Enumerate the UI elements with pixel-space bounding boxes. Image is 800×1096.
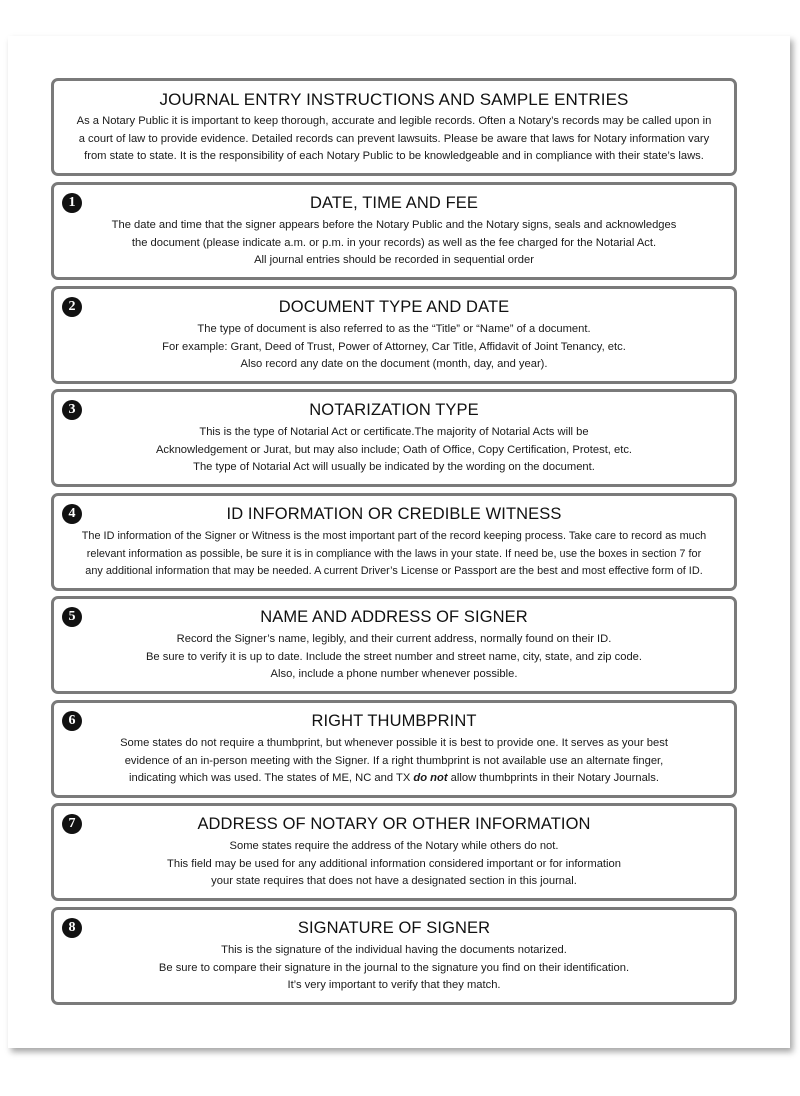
section-line: This is the type of Notarial Act or certificate.The majority of Notarial Acts will be	[199, 426, 589, 438]
section-text	[54, 942, 734, 995]
intro-box	[51, 78, 737, 176]
section-number-badge: 3	[62, 400, 82, 420]
section-title: NOTARIZATION TYPE	[309, 401, 479, 419]
emphasis-do-not: do not	[413, 772, 448, 784]
section-line: The type of document is also referred to as the “Title” or “Name” of a document.	[197, 323, 591, 335]
section-title: NAME AND ADDRESS OF SIGNER	[260, 608, 528, 626]
section-7-box	[51, 803, 737, 901]
section-line: Also, include a phone number whenever possible.	[270, 668, 518, 680]
section-number-badge: 4	[62, 504, 82, 524]
section-line: Some states require the address of the Notary while others do not.	[229, 840, 559, 852]
intro-line: a court of law to provide evidence. Detailed records can prevent lawsuits. Please be aware that laws for Notary information vary	[78, 132, 710, 145]
section-1-box	[51, 182, 737, 280]
section-2-box	[51, 286, 737, 384]
section-line: relevant information as possible, be sure it is in compliance with the laws in your state. If need be, use the boxes in section 7 for	[86, 547, 702, 560]
section-line: Record the Signer’s name, legibly, and their current address, normally found on their ID.	[176, 633, 612, 645]
section-line: any additional information that may be needed. A current Driver’s License or Passport are the best and most effective form of ID.	[85, 565, 703, 577]
section-title: DATE, TIME AND FEE	[309, 194, 479, 212]
intro-line: As a Notary Public it is important to keep thorough, accurate and legible records. Often a Notary’s records may be called upon in	[76, 115, 712, 127]
section-line	[54, 770, 734, 788]
section-line: Be sure to verify it is up to date. Include the street number and street name, city, state, and zip code.	[145, 650, 643, 663]
section-number-badge: 7	[62, 814, 82, 834]
section-line: All journal entries should be recorded in sequential order	[254, 254, 534, 266]
section-5-box	[51, 596, 737, 694]
section-text	[54, 217, 734, 270]
section-text	[54, 528, 734, 581]
section-line: This is the signature of the individual having the documents notarized.	[221, 944, 567, 956]
section-line: Acknowledgement or Jurat, but may also include; Oath of Office, Copy Certification, Protest, etc.	[155, 443, 633, 456]
section-line: the document (please indicate a.m. or p.m. in your records) as well as the fee charged for the Notarial Act.	[131, 236, 657, 249]
section-8-box	[51, 907, 737, 1005]
section-title: DOCUMENT TYPE AND DATE	[278, 298, 510, 316]
section-number-badge: 6	[62, 711, 82, 731]
section-number-badge: 5	[62, 607, 82, 627]
section-3-box	[51, 389, 737, 487]
section-line: This field may be used for any additional information considered important or for information	[167, 857, 621, 870]
intro-title: JOURNAL ENTRY INSTRUCTIONS AND SAMPLE ENTRIES	[159, 90, 629, 109]
line-post: allow thumbprints in their Notary Journals.	[447, 772, 659, 784]
section-line: evidence of an in-person meeting with the Signer. If a right thumbprint is not available use an alternate finger,	[124, 754, 664, 767]
section-line: Be sure to compare their signature in the journal to the signature you find on their identification.	[158, 961, 630, 974]
section-title: SIGNATURE OF SIGNER	[297, 919, 491, 937]
section-text	[54, 631, 734, 684]
section-line: The date and time that the signer appears before the Notary Public and the Notary signs, seals and acknowledges	[111, 219, 677, 231]
intro-line: from state to state. It is the responsibility of each Notary Public to be knowledgeable and in compliance with their state’s laws.	[84, 150, 704, 162]
section-line: Some states do not require a thumbprint, but whenever possible it is best to provide one. It serves as your best	[120, 737, 668, 749]
section-4-box	[51, 493, 737, 591]
intro-text	[54, 113, 734, 166]
section-text	[54, 735, 734, 788]
section-line: The ID information of the Signer or Witness is the most important part of the record keeping process. Take care to record as much	[81, 530, 707, 542]
section-title: ID INFORMATION OR CREDIBLE WITNESS	[226, 505, 562, 523]
section-line: For example: Grant, Deed of Trust, Power of Attorney, Car Title, Affidavit of Joint Tenancy, etc.	[162, 340, 626, 353]
section-text	[54, 321, 734, 374]
section-text	[54, 424, 734, 477]
section-number-badge: 8	[62, 918, 82, 938]
section-line: It’s very important to verify that they match.	[287, 979, 501, 991]
section-line: your state requires that does not have a designated section in this journal.	[211, 875, 577, 887]
section-number-badge: 1	[62, 193, 82, 213]
document-page	[8, 36, 790, 1048]
section-line: Also record any date on the document (month, day, and year).	[240, 358, 548, 370]
section-6-box	[51, 700, 737, 798]
section-title: ADDRESS OF NOTARY OR OTHER INFORMATION	[197, 815, 591, 833]
section-text	[54, 838, 734, 891]
line-pre: indicating which was used. The states of ME, NC and TX	[129, 772, 414, 784]
section-title: RIGHT THUMBPRINT	[311, 712, 477, 730]
section-number-badge: 2	[62, 297, 82, 317]
section-line: The type of Notarial Act will usually be indicated by the wording on the document.	[193, 461, 595, 473]
